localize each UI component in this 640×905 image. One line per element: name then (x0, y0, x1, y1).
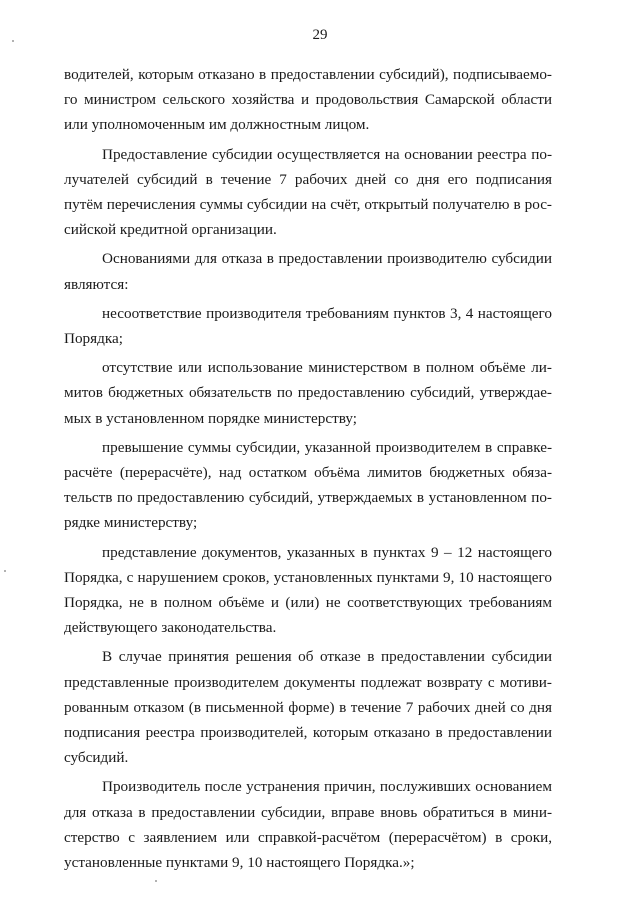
text-line: сийской кредитной организации. (64, 221, 277, 239)
text-line: отсутствие или использование министерством в полном объёме ли- (102, 359, 552, 377)
page-number: 29 (312, 27, 328, 43)
paragraph-ground-4 (64, 540, 552, 641)
text-line: установленные пунктами 9, 10 настоящего Порядка.»; (64, 854, 415, 872)
document-body (64, 62, 552, 875)
text-line: мых в установленном порядке министерству; (64, 409, 357, 427)
text-line: Порядка, с нарушением сроков, установленных пунктами 9, 10 настоящего (64, 568, 552, 586)
scan-speck (155, 880, 157, 882)
text-line: представленные производителем документы подлежат возврату с мотиви- (64, 673, 552, 691)
text-line: В случае принятия решения об отказе в предоставлении субсидии (102, 648, 552, 666)
text-line: Порядка, не в полном объёме и (или) не соответствующих требованиям (64, 594, 552, 612)
text-line: рованным отказом (в письменной форме) в течение 7 рабочих дней со дня (64, 698, 552, 716)
text-line: Производитель после устранения причин, послуживших основанием (102, 778, 552, 796)
paragraph-refusal-return (64, 644, 552, 770)
text-line: рядке министерству; (64, 514, 198, 532)
paragraph-ground-2 (64, 355, 552, 431)
text-line: превышение суммы субсидии, указанной производителем в справке- (102, 438, 552, 456)
paragraph-grounds-intro (64, 246, 552, 296)
scan-speck (12, 40, 14, 42)
text-line: представление документов, указанных в пунктах 9 – 12 настоящего (102, 543, 552, 561)
text-line: или уполномоченным им должностным лицом. (64, 116, 370, 134)
paragraph-payment (64, 142, 552, 243)
paragraph-ground-3 (64, 435, 552, 536)
text-line: для отказа в предоставлении субсидии, вправе вновь обратиться в мини- (64, 803, 552, 821)
text-line: митов бюджетных обязательств по предоставлению субсидий, утверждае- (64, 384, 552, 402)
text-line: го министром сельского хозяйства и продовольствия Самарской области (64, 91, 552, 109)
text-line: лучателей субсидий в течение 7 рабочих дней со дня его подписания (64, 170, 552, 188)
text-line: подписания реестра производителей, которым отказано в предоставлении (64, 724, 552, 742)
text-line: Порядка; (64, 330, 123, 348)
text-line: несоответствие производителя требованиям пунктов 3, 4 настоящего (102, 304, 552, 322)
text-line: тельств по предоставлению субсидий, утверждаемых в установленном по- (64, 489, 552, 507)
text-line: Основаниями для отказа в предоставлении производителю субсидии (102, 250, 552, 268)
paragraph-continuation (64, 62, 552, 138)
text-line: субсидий. (64, 749, 129, 767)
text-line: путём перечисления суммы субсидии на счёт, открытый получателю в рос- (64, 196, 552, 214)
scan-speck (4, 570, 6, 572)
text-line: являются: (64, 275, 129, 293)
text-line: действующего законодательства. (64, 619, 277, 637)
paragraph-ground-1 (64, 301, 552, 351)
paragraph-reapply (64, 774, 552, 875)
text-line: Предоставление субсидии осуществляется на основании реестра по- (102, 145, 552, 163)
text-line: водителей, которым отказано в предоставлении субсидий), подписываемо- (64, 66, 552, 83)
text-line: расчёте (перерасчёте), над остатком объёма лимитов бюджетных обяза- (64, 464, 552, 482)
text-line: стерство с заявлением или справкой-расчётом (перерасчётом) в сроки, (64, 828, 552, 846)
